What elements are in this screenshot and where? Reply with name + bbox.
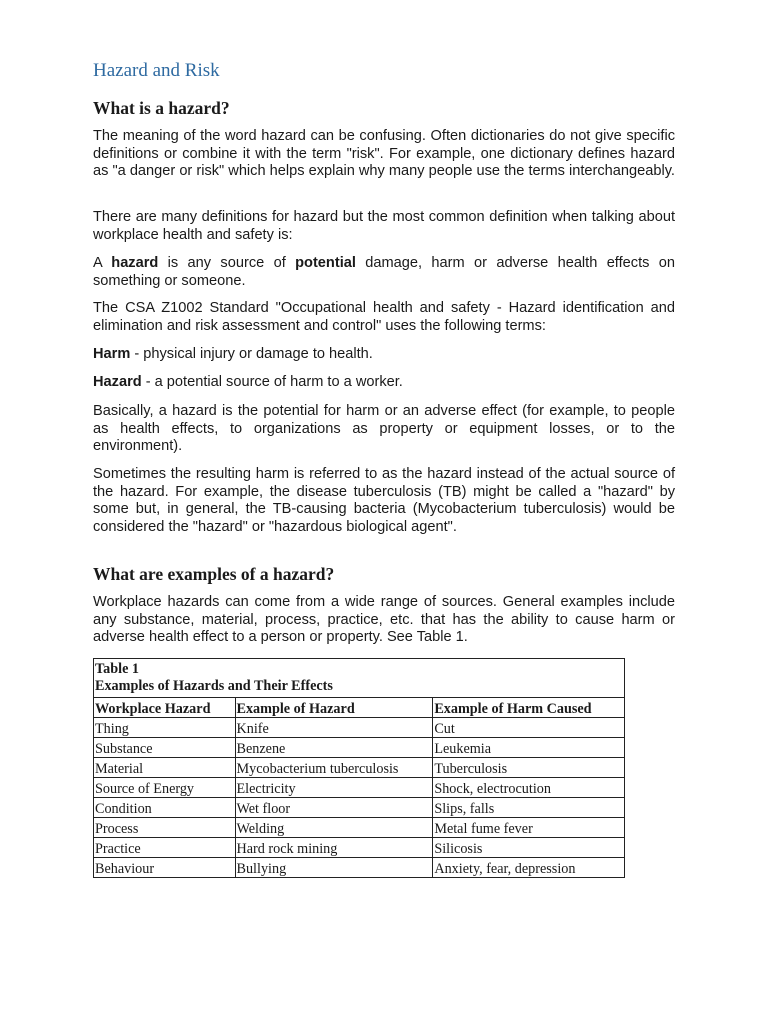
- harm-definition: - physical injury or damage to health.: [130, 346, 373, 362]
- cell-example-hazard: Hard rock mining: [235, 838, 433, 858]
- cell-workplace-hazard: Process: [94, 818, 236, 838]
- cell-workplace-hazard: Practice: [94, 838, 236, 858]
- paragraph-basically: Basically, a hazard is the potential for harm or an adverse effect (for example, to people as health effects, to organizations as property or equipment losses, or to the environment).: [93, 403, 675, 455]
- cell-harm-caused: Shock, electrocution: [433, 778, 625, 798]
- cell-example-hazard: Benzene: [235, 738, 433, 758]
- text-a: A: [93, 255, 112, 271]
- hazards-table: [93, 658, 625, 878]
- cell-harm-caused: Anxiety, fear, depression: [433, 858, 625, 878]
- table-header-row: [94, 698, 625, 718]
- paragraph-workplace-hazards: Workplace hazards can come from a wide range of sources. General examples include any substance, material, process, practice, etc. that has the ability to cause harm or adverse health effect to a person or property. See Table 1.: [93, 594, 675, 646]
- table-caption-row: [94, 659, 625, 698]
- table-row: [94, 738, 625, 758]
- table-caption: [94, 659, 625, 698]
- cell-workplace-hazard: Condition: [94, 798, 236, 818]
- table-row: [94, 778, 625, 798]
- table-row: [94, 798, 625, 818]
- cell-example-hazard: Wet floor: [235, 798, 433, 818]
- term-hazard: Hazard: [93, 374, 142, 390]
- paragraph-csa-standard: The CSA Z1002 Standard "Occupational health and safety - Hazard identification and elimination and risk assessment and control" uses the following terms:: [93, 300, 675, 334]
- hazard-definition: - a potential source of harm to a worker.: [141, 374, 403, 390]
- term-hazard-bold: hazard: [111, 255, 159, 271]
- cell-harm-caused: Tuberculosis: [433, 758, 625, 778]
- column-header-example-hazard: Example of Hazard: [235, 698, 433, 718]
- table-row: [94, 818, 625, 838]
- text-damage: damage, harm or adverse health effects on something or someone.: [93, 255, 675, 289]
- table-row: [94, 858, 625, 878]
- page-title: Hazard and Risk: [93, 60, 220, 81]
- paragraph-hazard-definition: [93, 255, 675, 290]
- table-row: [94, 758, 625, 778]
- paragraph-tuberculosis: Sometimes the resulting harm is referred to as the hazard instead of the actual source of the hazard. For example, the disease tuberculosis (TB) might be called a "hazard" by some but, in general, the TB-causing bacteria (Mycobacterium tuberculosis) would be considered the "hazard" or "hazardous biological agent".: [93, 466, 675, 535]
- paragraph-meaning: The meaning of the word hazard can be confusing. Often dictionaries do not give specific definitions or combine it with the term "risk". For example, one dictionary defines hazard as "a danger or risk" which helps explain why many people use the terms interchangeably.: [93, 128, 675, 180]
- cell-harm-caused: Silicosis: [433, 838, 625, 858]
- paragraph-definitions: There are many definitions for hazard but the most common definition when talking about workplace health and safety is:: [93, 209, 675, 243]
- cell-workplace-hazard: Source of Energy: [94, 778, 236, 798]
- cell-workplace-hazard: Behaviour: [94, 858, 236, 878]
- cell-harm-caused: Slips, falls: [433, 798, 625, 818]
- paragraph-harm-term: [93, 346, 675, 364]
- cell-example-hazard: Knife: [235, 718, 433, 738]
- table-row: [94, 838, 625, 858]
- section-heading-examples: What are examples of a hazard?: [93, 564, 335, 584]
- table-number: Table 1: [95, 661, 140, 677]
- cell-example-hazard: Bullying: [235, 858, 433, 878]
- cell-harm-caused: Metal fume fever: [433, 818, 625, 838]
- term-harm: Harm: [93, 346, 131, 362]
- cell-example-hazard: Electricity: [235, 778, 433, 798]
- cell-example-hazard: Welding: [235, 818, 433, 838]
- cell-workplace-hazard: Substance: [94, 738, 236, 758]
- section-heading-what-is-hazard: What is a hazard?: [93, 98, 230, 118]
- cell-harm-caused: Leukemia: [433, 738, 625, 758]
- cell-example-hazard: Mycobacterium tuberculosis: [235, 758, 433, 778]
- column-header-harm-caused: Example of Harm Caused: [433, 698, 625, 718]
- table-title: Examples of Hazards and Their Effects: [95, 678, 333, 694]
- text-any-source: is any source of: [158, 255, 296, 271]
- term-potential-bold: potential: [295, 255, 356, 271]
- paragraph-hazard-term: [93, 374, 675, 392]
- cell-workplace-hazard: Thing: [94, 718, 236, 738]
- table-row: [94, 718, 625, 738]
- column-header-workplace-hazard: Workplace Hazard: [94, 698, 236, 718]
- cell-workplace-hazard: Material: [94, 758, 236, 778]
- cell-harm-caused: Cut: [433, 718, 625, 738]
